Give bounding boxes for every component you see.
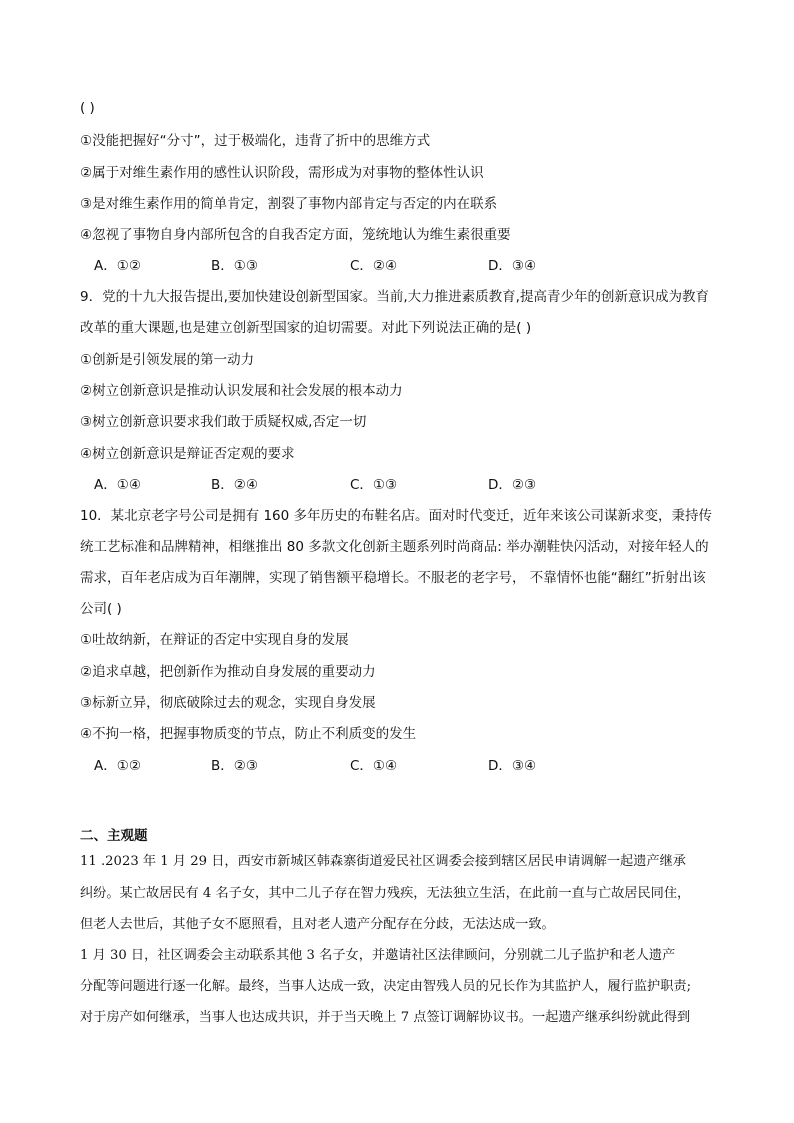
q9-statement-2: ②树立创新意识是推动认识发展和社会发展的根本动力 (80, 383, 403, 399)
q10-option-b: B．②③ (211, 758, 258, 774)
q9-stem-line-1: 9．党的十九大报告提出,要加快建设创新型国家。当前,大力推进素质教育,提高青少年的创新意识成为教育 (80, 289, 709, 305)
q11-line-5: 分配等问题进行逐一化解。最终，当事人达成一致，决定由智残人员的兄长作为其监护人，履行监护职责; (80, 979, 692, 994)
q8-option-b: B．①③ (211, 258, 258, 274)
q10-statement-2: ②追求卓越，把创新作为推动自身发展的重要动力 (80, 664, 376, 680)
q9-statement-1: ①创新是引领发展的第一动力 (80, 352, 255, 368)
q10-statement-3: ③标新立异，彻底破除过去的观念，实现自身发展 (80, 695, 376, 711)
q11-line-6: 对于房产如何继承，当事人也达成共识，并于当天晚上 7 点签订调解协议书。一起遗产继承纠纷就此得到 (80, 1010, 691, 1025)
q8-statement-3: ③是对维生素作用的简单肯定，割裂了事物内部肯定与否定的内在联系 (80, 196, 498, 212)
q10-stem-line-2: 统工艺标准和品牌精神，相继推出 80 多款文化创新主题系列时尚商品: 举办潮鞋快闪活动，对接年轻人的 (80, 539, 709, 555)
q9-statement-3: ③树立创新意识要求我们敢于质疑权威,否定一切 (80, 414, 367, 430)
q10-option-d: D．③④ (488, 758, 537, 774)
q9-option-d: D．②③ (488, 477, 537, 493)
q10-stem-line-3: 需求，百年老店成为百年潮牌，实现了销售额平稳增长。不服老的老字号， 不靠情怀也能“翻红”折射出该 (80, 570, 706, 586)
q8-stem-tail: ( ) (80, 100, 95, 116)
q8-option-a: A．①② (94, 258, 141, 274)
q9-options (94, 475, 694, 495)
q8-options (94, 256, 694, 276)
q10-statement-4: ④不拘一格，把握事物质变的节点，防止不利质变的发生 (80, 726, 417, 742)
q8-statement-1: ①没能把握好“分寸”，过于极端化，违背了折中的思维方式 (80, 133, 431, 149)
q10-options (94, 756, 694, 776)
q8-option-d: D．③④ (488, 258, 537, 274)
q8-statement-2: ②属于对维生素作用的感性认识阶段，需形成为对事物的整体性认识 (80, 165, 484, 181)
q8-option-c: C．②④ (350, 258, 398, 274)
q11-line-1: 11 .2023 年 1 月 29 日，西安市新城区韩森寨街道爱民社区调委会接到辖区居民申请调解一起遗产继承 (80, 854, 686, 869)
q9-option-a: A．①④ (94, 477, 141, 493)
q11-line-3: 但老人去世后，其他子女不愿照看，且对老人遗产分配存在分歧，无法达成一致。 (80, 917, 555, 932)
q9-option-b: B．②④ (211, 477, 258, 493)
q9-statement-4: ④树立创新意识是辩证否定观的要求 (80, 446, 295, 462)
q10-stem-line-1: 10．某北京老字号公司是拥有 160 多年历史的布鞋名店。面对时代变迁，近年来该公司谋新求变，秉持传 (80, 508, 713, 524)
q11-line-4: 1 月 30 日，社区调委会主动联系其他 3 名子女，并邀请社区法律顾问，分别就二儿子监护和老人遗产 (80, 948, 676, 963)
q10-option-c: C．①④ (350, 758, 398, 774)
q10-option-a: A．①② (94, 758, 141, 774)
q11-line-2: 纠纷。某亡故居民有 4 名子女，其中二儿子存在智力残疾，无法独立生活，在此前一直与亡故居民同住， (80, 886, 691, 901)
q8-statement-4: ④忽视了事物自身内部所包含的自我否定方面，笼统地认为维生素很重要 (80, 227, 511, 243)
q10-statement-1: ①吐故纳新，在辩证的否定中实现自身的发展 (80, 632, 349, 648)
q10-stem-line-4: 公司( ) (80, 601, 122, 617)
section-heading: 二、主观题 (80, 828, 148, 844)
q9-option-c: C．①③ (350, 477, 398, 493)
q9-stem-line-2: 改革的重大课题,也是建立创新型国家的迫切需要。对此下列说法正确的是( ) (80, 320, 532, 336)
